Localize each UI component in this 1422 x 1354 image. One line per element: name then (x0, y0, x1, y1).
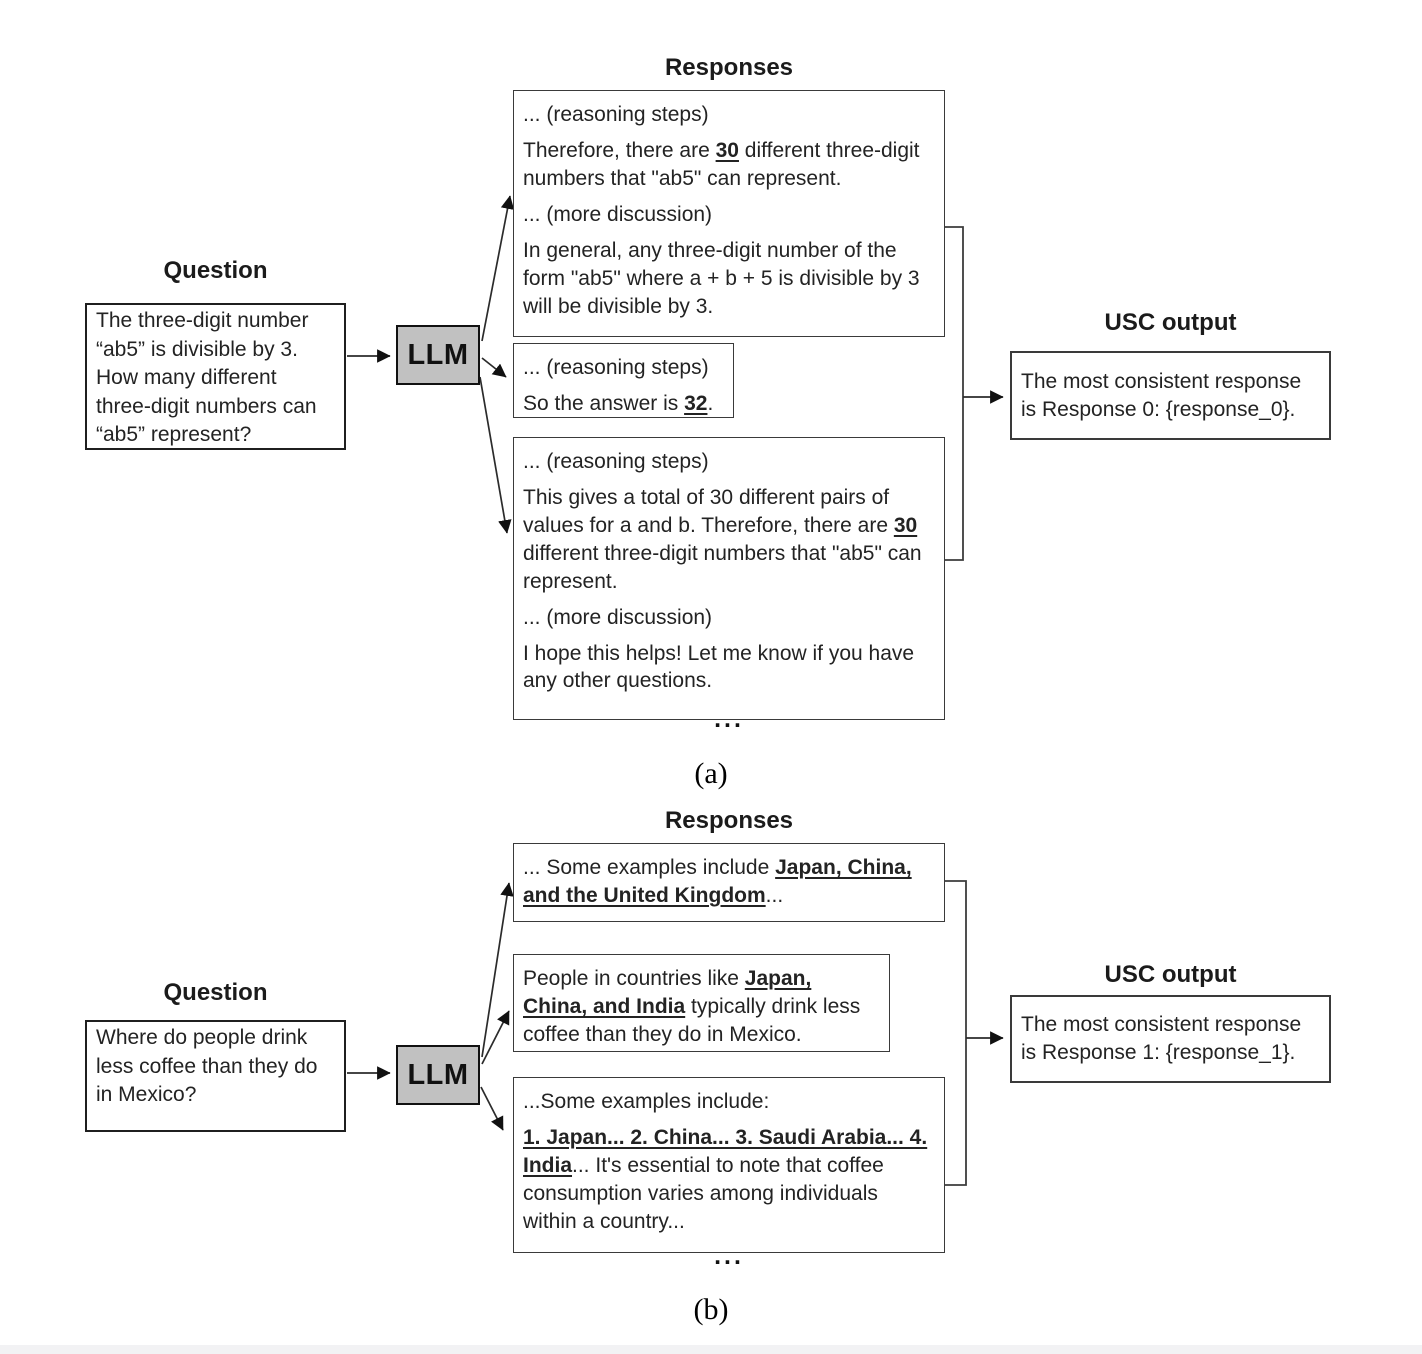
llm-box-a: LLM (396, 325, 480, 385)
usc-output-box-a: The most consistent response is Response 0: {response_0}. (1010, 351, 1331, 440)
arrow-llm-to-response0-a (482, 196, 510, 341)
arrow-llm-to-response1-b (482, 1011, 509, 1064)
response-box-b1: People in countries like Japan, China, and India typically drink less coffee than they do in Mexico. (513, 954, 890, 1052)
arrow-llm-to-response2-a (480, 377, 507, 533)
question-title-b: Question (163, 979, 268, 1006)
bracket-responses-a (945, 227, 963, 560)
response-box-a1: ... (reasoning steps) So the answer is 32. (513, 343, 734, 418)
responses-title-a: Responses (664, 54, 794, 81)
question-box-b: Where do people drink less coffee than they do in Mexico? (85, 1020, 346, 1132)
response-box-b2: ...Some examples include: 1. Japan... 2. China... 3. Saudi Arabia... 4. India... It's essential to note that coffee consumption varies among individuals within a country... (513, 1077, 945, 1253)
arrow-llm-to-response1-a (482, 358, 506, 377)
llm-box-b: LLM (396, 1045, 480, 1105)
question-box-a: The three-digit number “ab5” is divisible by 3. How many different three-digit numbers can “ab5” represent? (85, 303, 346, 450)
response-box-a2: ... (reasoning steps) This gives a total of 30 different pairs of values for a and b. Therefore, there are 30 different three-digit numbers that "ab5" can represent. ... (more discussion) I hope this helps! Let me know if you have any other questions. (513, 437, 945, 720)
usc-output-title-a: USC output (1104, 309, 1237, 336)
subfigure-caption-a: (a) (694, 757, 728, 790)
question-title-a: Question (163, 257, 268, 284)
usc-output-title-b: USC output (1104, 961, 1237, 988)
responses-title-b: Responses (664, 807, 794, 834)
response-box-a0: ... (reasoning steps) Therefore, there are 30 different three-digit numbers that "ab5" can represent. ... (more discussion) In general, any three-digit number of the form "ab5" where a + b + 5 is divisible by 3 will be divisible by 3. (513, 90, 945, 337)
arrow-llm-to-response0-b (482, 883, 509, 1057)
more-responses-ellipsis-a: ... (714, 705, 744, 733)
bracket-responses-b (945, 881, 966, 1185)
more-responses-ellipsis-b: ... (714, 1242, 744, 1270)
arrow-llm-to-response2-b (481, 1087, 503, 1130)
response-box-b0: ... Some examples include Japan, China, and the United Kingdom... (513, 843, 945, 922)
usc-output-box-b: The most consistent response is Response 1: {response_1}. (1010, 995, 1331, 1083)
bottom-strip (0, 1345, 1422, 1354)
subfigure-caption-b: (b) (693, 1293, 729, 1326)
